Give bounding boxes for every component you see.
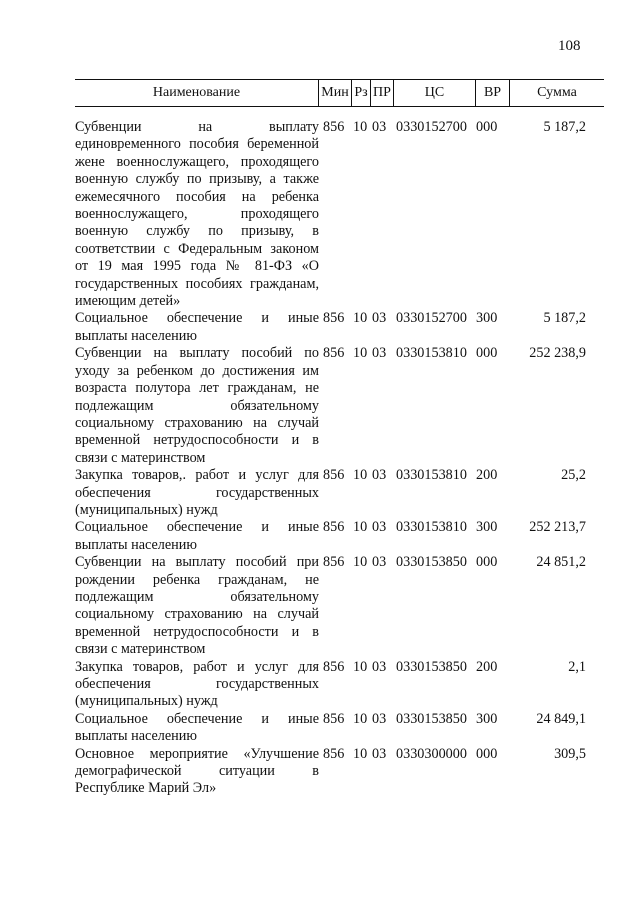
- row-sum: 252 238,9: [529, 345, 586, 362]
- row-min: 856: [323, 519, 345, 536]
- row-pr: 03: [372, 658, 387, 675]
- row-pr: 03: [372, 519, 387, 536]
- row-vr: 300: [476, 710, 498, 727]
- row-pr: 03: [372, 467, 387, 484]
- table-row: [75, 554, 604, 658]
- row-sum: 25,2: [561, 467, 586, 484]
- row-name: Субвенции на выплату единовременного пособия беременной жене военнослужащего, проходящего военную службу по призыву, а также ежемесячного пособия на ребенка военнослужащего, проходящего военную службу по призыву, в соответствии с Федеральным законом от 19 мая 1995 года № 81-ФЗ «О государственных пособиях гражданам, имеющим детей»: [75, 119, 319, 310]
- header-name: Наименование: [152, 85, 241, 100]
- row-sum: 309,5: [554, 745, 586, 762]
- row-min: 856: [323, 745, 345, 762]
- row-name: Закупка товаров,. работ и услуг для обеспечения государственных (муниципальных) нужд: [75, 467, 319, 518]
- row-rz: 10: [353, 310, 368, 327]
- row-sum: 2,1: [568, 658, 586, 675]
- table-row: [75, 467, 604, 519]
- row-cs: 0330153850: [396, 710, 467, 727]
- row-name: Субвенции на выплату пособий при рождении ребенка гражданам, не подлежащим обязательному социальному страхованию на случай временной нетрудоспособности и в связи с материнством: [75, 554, 319, 658]
- row-pr: 03: [372, 745, 387, 762]
- table-body: [75, 119, 604, 798]
- header-sum: Сумма: [509, 80, 604, 106]
- row-cs: 0330153850: [396, 554, 467, 571]
- row-rz: 10: [353, 467, 368, 484]
- row-vr: 300: [476, 310, 498, 327]
- row-pr: 03: [372, 554, 387, 571]
- row-name: Социальное обеспечение и иные выплаты населению: [75, 519, 319, 553]
- row-pr: 03: [372, 310, 387, 327]
- row-sum: 5 187,2: [543, 119, 586, 135]
- row-name: Социальное обеспечение и иные выплаты населению: [75, 310, 319, 344]
- page-number: 108: [558, 38, 581, 54]
- row-sum: 252 213,7: [529, 519, 586, 536]
- row-vr: 000: [476, 119, 498, 135]
- row-sum: 24 851,2: [536, 554, 586, 571]
- row-vr: 000: [476, 554, 498, 571]
- row-rz: 10: [353, 710, 368, 727]
- row-cs: 0330153850: [396, 658, 467, 675]
- row-min: 856: [323, 710, 345, 727]
- row-rz: 10: [353, 519, 368, 536]
- row-rz: 10: [353, 119, 368, 135]
- row-cs: 0330153810: [396, 345, 467, 362]
- row-vr: 300: [476, 519, 498, 536]
- table-row: [75, 746, 604, 798]
- row-pr: 03: [372, 119, 387, 135]
- table-header: [75, 79, 604, 107]
- row-min: 856: [323, 554, 345, 571]
- row-rz: 10: [353, 345, 368, 362]
- header-rz: Рз: [351, 80, 370, 106]
- table-row: [75, 711, 604, 746]
- row-name: Социальное обеспечение и иные выплаты населению: [75, 710, 319, 745]
- row-cs: 0330153810: [396, 519, 467, 536]
- row-min: 856: [323, 345, 345, 362]
- row-cs: 0330152700: [396, 119, 467, 135]
- header-pr: ПР: [370, 80, 393, 106]
- header-cs: ЦС: [393, 80, 475, 106]
- row-name: Основное мероприятие «Улучшение демографической ситуации в Республике Марий Эл»: [75, 745, 319, 797]
- row-vr: 000: [476, 745, 498, 762]
- table-row: [75, 310, 604, 345]
- row-min: 856: [323, 467, 345, 484]
- table-row: [75, 345, 604, 467]
- row-pr: 03: [372, 345, 387, 362]
- row-rz: 10: [353, 658, 368, 675]
- row-sum: 5 187,2: [543, 310, 586, 327]
- row-vr: 200: [476, 658, 498, 675]
- header-min: Мин: [318, 80, 351, 106]
- row-min: 856: [323, 119, 345, 135]
- row-cs: 0330300000: [396, 745, 467, 762]
- table-row: [75, 119, 604, 310]
- row-min: 856: [323, 658, 345, 675]
- row-cs: 0330153810: [396, 467, 467, 484]
- row-rz: 10: [353, 554, 368, 571]
- table-row: [75, 659, 604, 711]
- row-vr: 200: [476, 467, 498, 484]
- row-rz: 10: [353, 745, 368, 762]
- row-cs: 0330152700: [396, 310, 467, 327]
- table-row: [75, 519, 604, 554]
- row-min: 856: [323, 310, 345, 327]
- row-name: Субвенции на выплату пособий по уходу за ребенком до достижения им возраста полутора лет гражданам, не подлежащим обязательному социальному страхованию на случай временной нетрудоспособности и в связи с материнством: [75, 345, 319, 466]
- row-sum: 24 849,1: [536, 710, 586, 727]
- row-vr: 000: [476, 345, 498, 362]
- row-pr: 03: [372, 710, 387, 727]
- header-vr: ВР: [475, 80, 509, 106]
- row-name: Закупка товаров, работ и услуг для обеспечения государственных (муниципальных) нужд: [75, 658, 319, 710]
